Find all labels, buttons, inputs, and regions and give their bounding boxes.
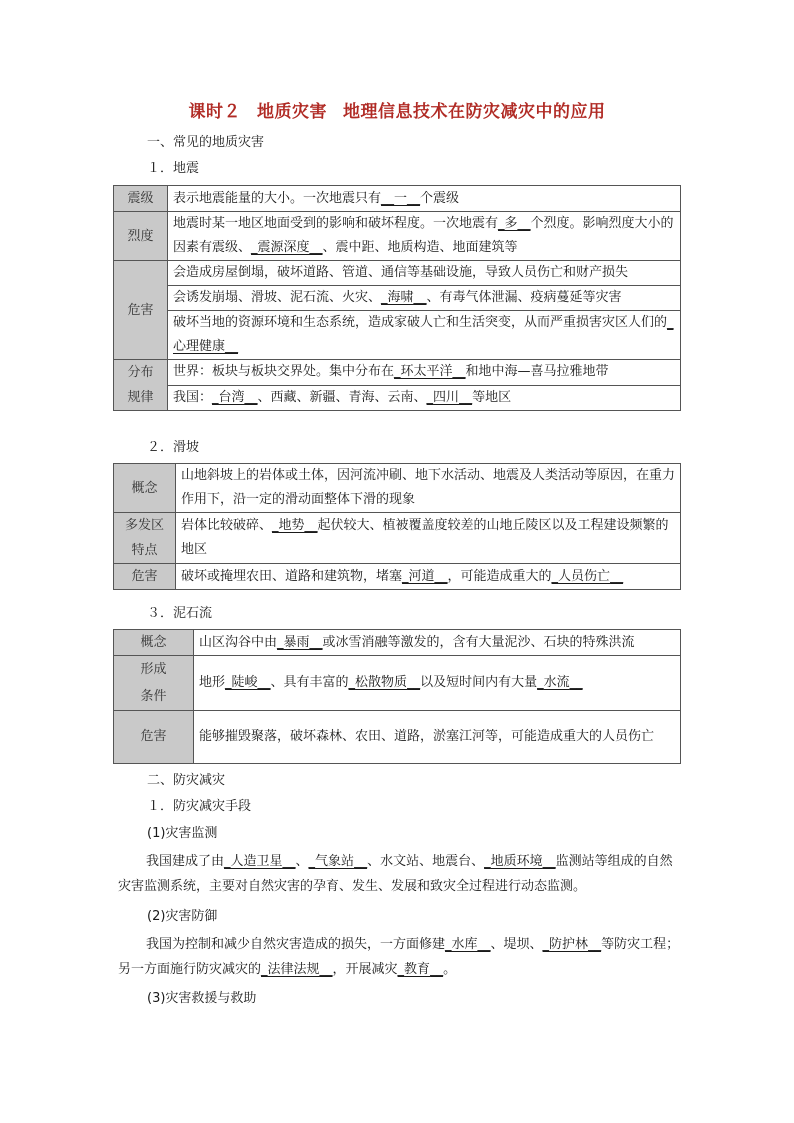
answer-blank: _多__ xyxy=(498,216,531,231)
row-label: 分布 规律 xyxy=(114,360,168,411)
row-label: 概念 xyxy=(114,464,176,513)
defense-paragraph: 我国为控制和减少自然灾害造成的损失，一方面修建_水库__、堤坝、_防护林__等防灾工程；另一方面施行防灾减灾的_法律法规__，开展减灾_教育__。 xyxy=(118,937,680,977)
row-label: 烈度 xyxy=(114,212,168,261)
table-row xyxy=(114,464,681,513)
debrisflow-heading: ３．泥石流 xyxy=(147,606,213,621)
table-cell: 世界：板块与板块交界处。集中分布在_环太平洋__和地中海—喜马拉雅地带 xyxy=(168,360,681,386)
answer-blank: _地质环境__ xyxy=(484,854,556,869)
table-cell: 破坏或掩埋农田、道路和建筑物，堵塞_河道__，可能造成重大的_人员伤亡__ xyxy=(176,564,681,590)
answer-blank: _河道__ xyxy=(402,568,448,584)
table-row xyxy=(114,564,681,590)
answer-blank: _心理健康__ xyxy=(173,315,674,354)
answer-blank: _气象站__ xyxy=(308,854,368,869)
answer-blank: _法律法规__ xyxy=(261,962,333,977)
row-label: 危害 xyxy=(114,564,176,590)
earthquake-table xyxy=(113,185,681,411)
section2-heading: 二、防灾减灾 xyxy=(147,773,226,788)
table-cell: 会造成房屋倒塌，破坏道路、管道、通信等基础设施，导致人员伤亡和财产损失 xyxy=(168,261,681,286)
row-label: 多发区 特点 xyxy=(114,513,176,564)
lesson-topic-2: 地理信息技术在防灾减灾中的应用 xyxy=(343,102,606,122)
table-cell: 破坏当地的资源环境和生态系统，造成家破人亡和生活突变，从而严重损害灾区人们的_心理健康__ xyxy=(168,311,681,360)
answer-blank: _人造卫星__ xyxy=(224,854,296,869)
answer-blank: _水库__ xyxy=(445,937,491,952)
table-cell: 我国：_台湾__、西藏、新疆、青海、云南、_四川__等地区 xyxy=(168,385,681,411)
table-row xyxy=(114,311,681,360)
answer-blank: _松散物质__ xyxy=(348,675,421,690)
lesson-number: 课时２ xyxy=(188,102,241,122)
monitor-heading: (1)灾害监测 xyxy=(147,826,218,841)
answer-blank: _人员伤亡__ xyxy=(551,568,624,584)
table-row xyxy=(114,186,681,212)
table-cell: 能够摧毁聚落，破坏森林、农田、道路，淤塞江河等，可能造成重大的人员伤亡 xyxy=(194,711,681,764)
answer-blank: _防护林__ xyxy=(542,937,602,952)
landslide-table xyxy=(113,463,681,590)
table-row xyxy=(114,261,681,286)
answer-blank: _教育__ xyxy=(397,962,444,977)
answer-blank: _陡峻__ xyxy=(225,675,271,690)
answer-blank: _震源深度__ xyxy=(251,240,323,255)
table-row xyxy=(114,656,681,711)
table-row xyxy=(114,385,681,411)
answer-blank: _暴雨__ xyxy=(277,634,323,650)
table-row xyxy=(114,630,681,656)
table-row xyxy=(114,360,681,386)
monitor-paragraph: 我国建成了由_人造卫星__、_气象站__、水文站、地震台、_地质环境__监测站等组成的自然灾害监测系统，主要对自然灾害的孕育、发生、发展和致灾全过程进行动态监测。 xyxy=(118,854,673,894)
table-cell: 表示地震能量的大小。一次地震只有__一__个震级 xyxy=(168,186,681,212)
table-cell: 地形_陡峻__、具有丰富的_松散物质__以及短时间内有大量_水流__ xyxy=(194,656,681,711)
answer-blank: _地势__ xyxy=(272,518,318,533)
table-row xyxy=(114,212,681,261)
earthquake-heading: １．地震 xyxy=(147,161,200,176)
table-row xyxy=(114,711,681,764)
page-title xyxy=(0,97,794,122)
row-label: 震级 xyxy=(114,186,168,212)
row-label: 概念 xyxy=(114,630,194,656)
lesson-topic-1: 地质灾害 xyxy=(257,102,327,122)
table-cell: 地震时某一地区地面受到的影响和破坏程度。一次地震有_多__个烈度。影响烈度大小的因素有震级、_震源深度__、震中距、地质构造、地面建筑等 xyxy=(168,212,681,261)
answer-blank: _四川__ xyxy=(426,389,473,405)
answer-blank: _环太平洋__ xyxy=(394,364,466,380)
table-row xyxy=(114,513,681,564)
landslide-heading: ２．滑坡 xyxy=(147,440,200,455)
answer-blank: _水流__ xyxy=(537,675,583,690)
answer-blank: _台湾__ xyxy=(212,389,258,405)
table-cell: 会诱发崩塌、滑坡、泥石流、火灾、_海啸__、有毒气体泄漏、疫病蔓延等灾害 xyxy=(168,286,681,311)
table-cell: 山地斜坡上的岩体或土体，因河流冲刷、地下水活动、地震及人类活动等原因，在重力作用下，沿一定的滑动面整体下滑的现象 xyxy=(176,464,681,513)
answer-blank: _海啸__ xyxy=(381,290,427,305)
means-heading: １．防灾减灾手段 xyxy=(147,799,252,814)
answer-blank: __一__ xyxy=(381,190,421,206)
defense-heading: (2)灾害防御 xyxy=(147,909,218,924)
debrisflow-table xyxy=(113,629,681,764)
table-cell: 岩体比较破碎、_地势__起伏较大、植被覆盖度较差的山地丘陵区以及工程建设频繁的地区 xyxy=(176,513,681,564)
table-cell: 山区沟谷中由_暴雨__或冰雪消融等激发的，含有大量泥沙、石块的特殊洪流 xyxy=(194,630,681,656)
section1-heading: 一、常见的地质灾害 xyxy=(147,135,265,150)
row-label: 危害 xyxy=(114,711,194,764)
row-label: 形成 条件 xyxy=(114,656,194,711)
table-row xyxy=(114,286,681,311)
rescue-heading: (3)灾害救援与救助 xyxy=(147,991,257,1006)
row-label: 危害 xyxy=(114,261,168,360)
